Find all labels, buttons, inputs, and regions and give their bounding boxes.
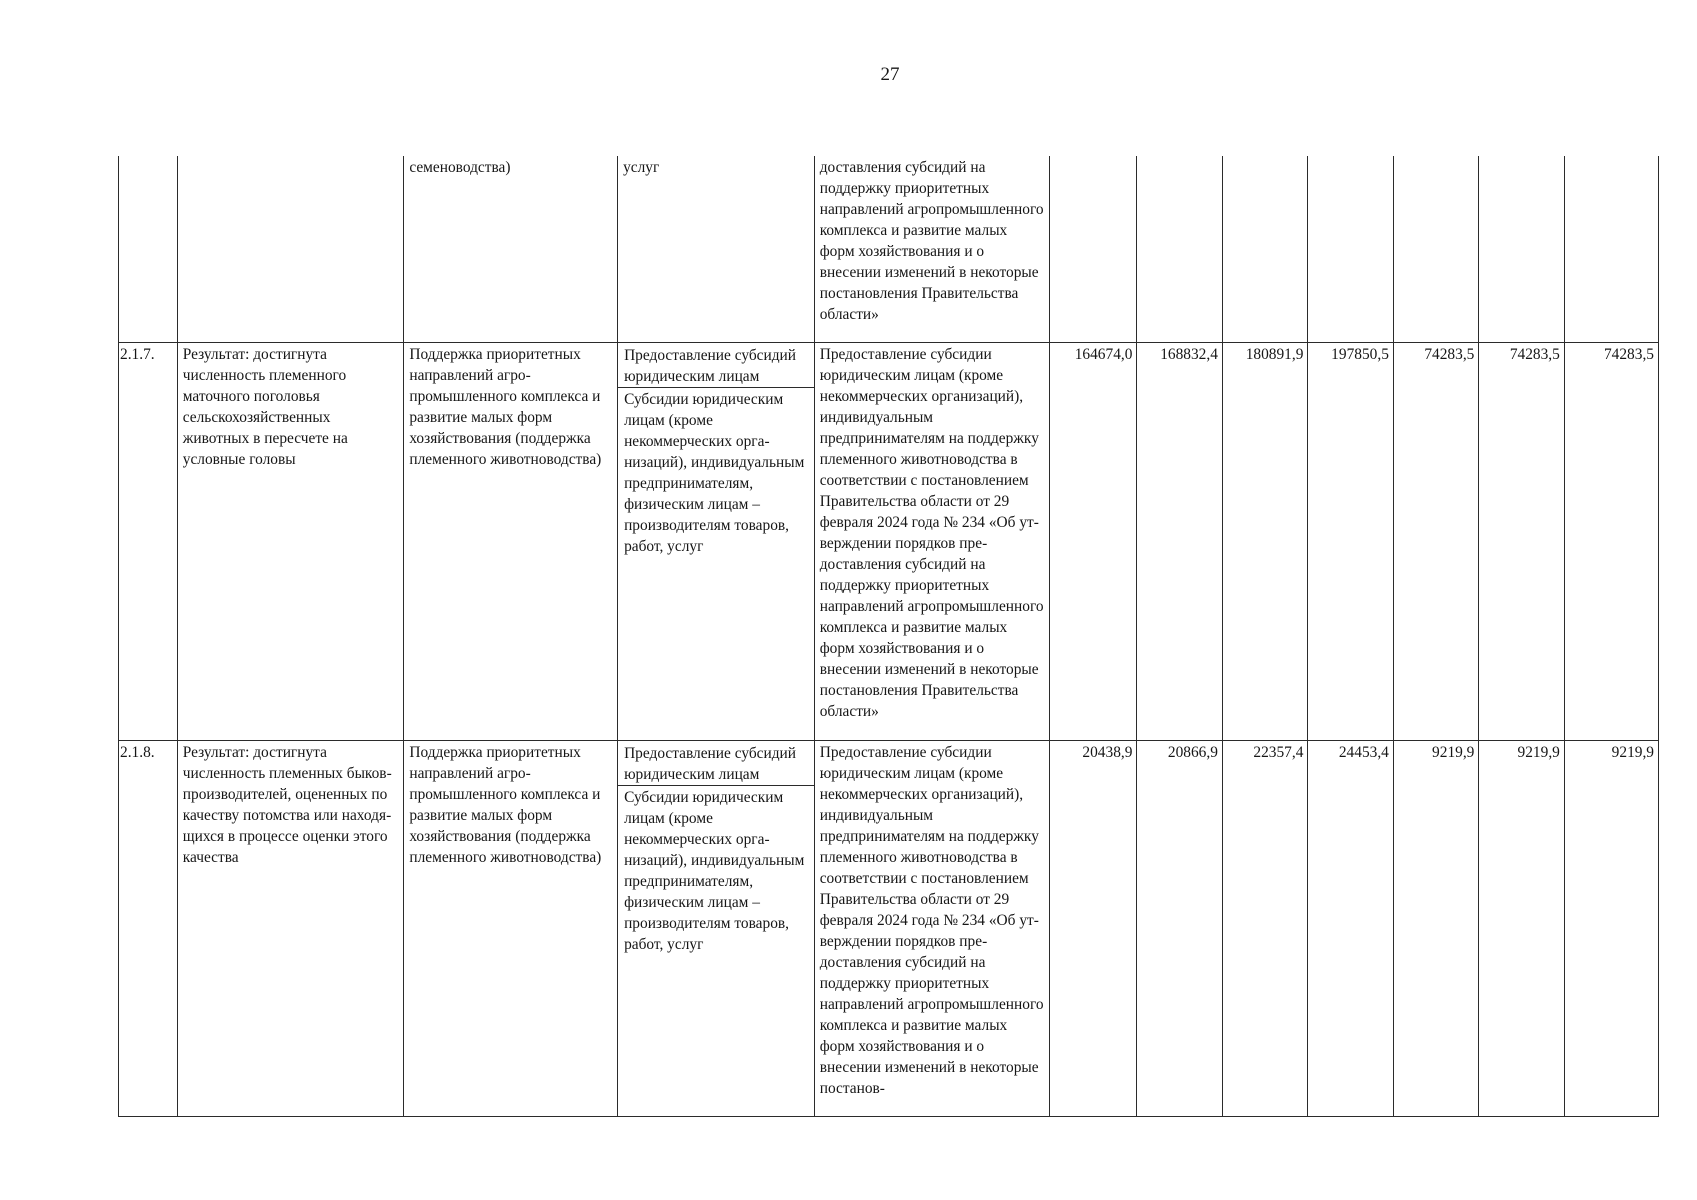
table-row-continuation	[119, 156, 1659, 342]
cell-index: 2.1.8.	[119, 740, 178, 1116]
cell-value	[1564, 156, 1658, 342]
cell-value: 9219,9	[1393, 740, 1478, 1116]
cell-value	[1393, 156, 1478, 342]
cell-legal-basis: Предоставление субсидии юридическим лицам (кроме некоммерческих организаций), индивидуальным предпринимателям на поддержку племенного животноводства в соответствии с постановлением Правительства области от 29 февраля 2024 года № 234 «Об утверждении порядков предоставления субсидий на поддержку приоритетных направлений агропромышленного комплекса и развитие малых форм хозяйствования и о внесении изменений в некоторые постанов-	[814, 740, 1049, 1116]
cell-value: 180891,9	[1222, 342, 1307, 740]
cell-value: 164674,0	[1049, 342, 1137, 740]
cell-subsidy	[618, 740, 815, 1116]
budget-table-wrapper	[118, 156, 1659, 1117]
cell-legal-basis: Предоставление субсидии юридическим лицам (кроме некоммерческих организаций), индивидуальным предпринимателям на поддержку племенного животноводства в соответствии с постановлением Правительства области от 29 февраля 2024 года № 234 «Об утверждении порядков предоставления субсидий на поддержку приоритетных направлений агропромышленного комплекса и развитие малых форм хозяйствования и о внесении изменений в некоторые постановления Правительства области»	[814, 342, 1049, 740]
cell-value: 9219,9	[1564, 740, 1658, 1116]
cell-activity: Поддержка приоритетных направлений агропромышленного комплекса и развитие малых форм хозяйствования (поддержка племенного животноводства)	[404, 740, 618, 1116]
cell-index	[119, 156, 178, 342]
table-row	[119, 342, 1659, 740]
cell-value	[1137, 156, 1222, 342]
page-number: 27	[880, 64, 900, 85]
cell-value	[1049, 156, 1137, 342]
cell-value: 197850,5	[1308, 342, 1393, 740]
table-row	[119, 740, 1659, 1116]
subsidy-recipients: Субсидии юридическим лицам (кроме некоммерческих организаций), индивидуальным предпринимателям, физическим лицам – производителям товаров, работ, услуг	[624, 390, 805, 555]
cell-index: 2.1.7.	[119, 342, 178, 740]
budget-table	[118, 156, 1659, 1117]
cell-value: 74283,5	[1393, 342, 1478, 740]
cell-value: 9219,9	[1479, 740, 1564, 1116]
cell-value	[1222, 156, 1307, 342]
cell-value: 24453,4	[1308, 740, 1393, 1116]
cell-name: Результат: достигнута численность племенных быков-производителей, оцененных по качеству потомства или находящихся в процессе оценки этого качества	[177, 740, 404, 1116]
subsidy-type: Предоставление субсидий юридическим лицам	[618, 741, 814, 786]
cell-value: 74283,5	[1479, 342, 1564, 740]
cell-activity: семеноводства)	[404, 156, 618, 342]
cell-subsidy	[618, 342, 815, 740]
subsidy-type: Предоставление субсидий юридическим лицам	[618, 343, 814, 388]
cell-activity: Поддержка приоритетных направлений агропромышленного комплекса и развитие малых форм хозяйствования (поддержка племенного животноводства)	[404, 342, 618, 740]
cell-value: 168832,4	[1137, 342, 1222, 740]
subsidy-recipients: Субсидии юридическим лицам (кроме некоммерческих организаций), индивидуальным предпринимателям, физическим лицам – производителям товаров, работ, услуг	[624, 788, 805, 953]
cell-value: 74283,5	[1564, 342, 1658, 740]
cell-name	[177, 156, 404, 342]
cell-value: 22357,4	[1222, 740, 1307, 1116]
cell-value	[1479, 156, 1564, 342]
cell-value	[1308, 156, 1393, 342]
cell-name: Результат: достигнута численность племенного маточного поголовья сельскохозяйственных животных в пересчете на условные головы	[177, 342, 404, 740]
cell-value: 20438,9	[1049, 740, 1137, 1116]
cell-legal-basis: доставления субсидий на поддержку приоритетных направлений агропромышленного комплекса и развитие малых форм хозяйствования и о внесении изменений в некоторые постановления Правительства области»	[814, 156, 1049, 342]
cell-value: 20866,9	[1137, 740, 1222, 1116]
cell-subsidy: услуг	[618, 156, 815, 342]
